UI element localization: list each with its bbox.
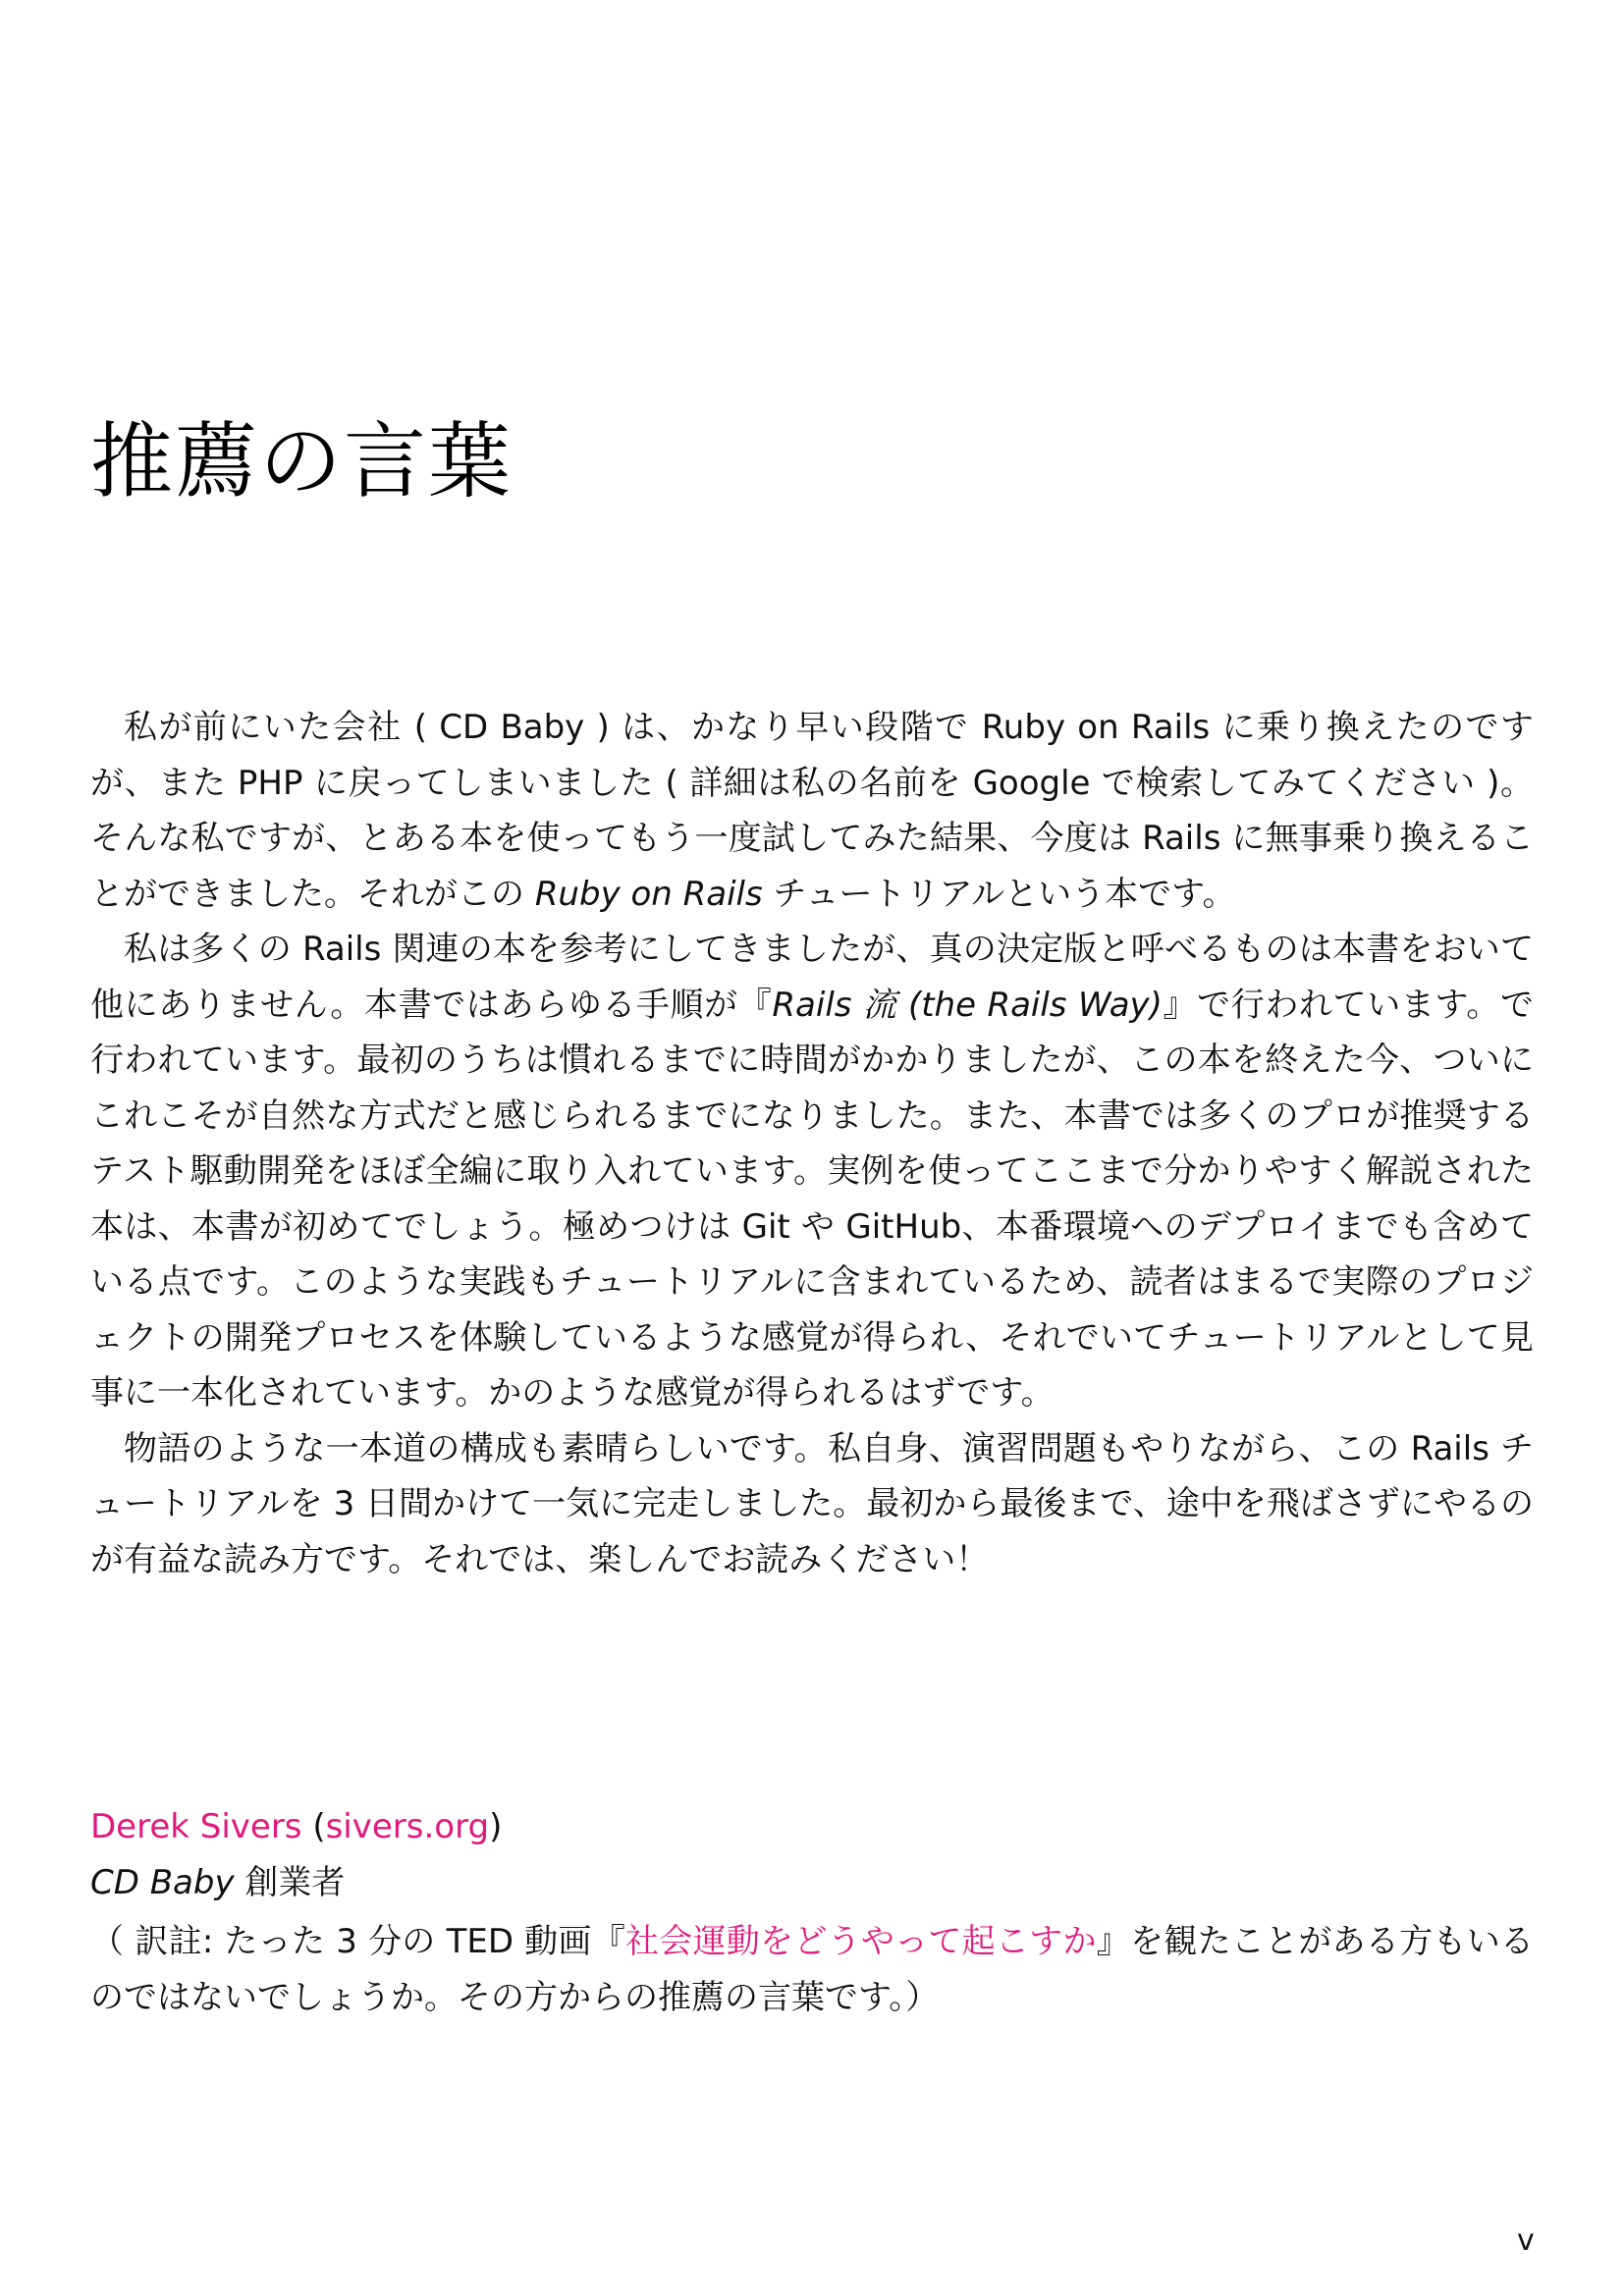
paragraph-2-rails-way: Rails 流 (the Rails Way) [772, 985, 1163, 1025]
open-paren: ( [301, 1807, 326, 1846]
author-title: 創業者 [234, 1862, 346, 1902]
translator-note [90, 1914, 1534, 2025]
ted-video-link[interactable]: 社会運動をどうやって起こすか [624, 1922, 1097, 1961]
paragraph-2 [90, 922, 1534, 1421]
author-company: CD Baby [90, 1862, 235, 1902]
page-title: 推薦の言葉 [90, 413, 514, 509]
foreword-body [90, 700, 1534, 1587]
close-paren: ) [489, 1807, 503, 1846]
paragraph-1-text-b: チュートリアルという本です。 [762, 874, 1236, 914]
signature-line [90, 1799, 1534, 1855]
page-number: v [1517, 2223, 1535, 2258]
signature-block [90, 1799, 1534, 1910]
author-role [90, 1855, 1534, 1911]
paragraph-2-text-b: 』で行われています。で行われています。最初のうちは慣れるまでに時間がかかりましたが、この本を終えた今、ついにこれこそが自然な方式だと感じられるまでになりました。また、本書では多くのプロが推奨するテスト駆動開発をほぼ全編に取り入れています。実例を使ってここまで分かりやすく解説された本は、本書が初めてでしょう。極めつけは Git や GitHub、本番環境へのデプロイまでも含めている点です。このような実践もチュートリアルに含まれているため、読者はまるで実際のプロジェクトの開発プロセスを体験しているような感覚が得られ、それでいてチュートリアルとして見事に一本化されています。かのような感覚が得られるはずです。 [90, 985, 1535, 1413]
paragraph-3: 物語のような一本道の構成も素晴らしいです。私自身、演習問題もやりながら、この Rails チュートリアルを 3 日間かけて一気に完走しました。最初から最後まで、途中を飛ばさずにやるのが有益な読み方です。それでは、楽しんでお読みください！ [90, 1428, 1534, 1579]
author-site-link[interactable]: sivers.org [325, 1807, 490, 1846]
paragraph-1-book-title: Ruby on Rails [534, 874, 763, 914]
paragraph-1 [90, 700, 1534, 922]
paragraph-1-text-a: 私が前にいた会社 ( CD Baby ) は、かなり早い段階で Ruby on Rails に乗り換えたのですが、また PHP に戻ってしまいました ( 詳細は私の名前を Google で検索してみてください )。そんな私ですが、とある本を使ってもう一度試してみた結果、今度は Rails に無事乗り換えることができました。それがこの [90, 708, 1534, 914]
translator-note-text-a: （ 訳註: たった 3 分の TED 動画『 [90, 1922, 625, 1961]
author-link[interactable]: Derek Sivers [90, 1807, 302, 1846]
paragraph-2-text-a: 私は多くの Rails 関連の本を参考にしてきましたが、真の決定版と呼べるものは本書をおいて他にありません。本書ではあらゆる手順が『 [90, 930, 1534, 1025]
translator-note-text-b: 』を観たことがある方もいるのではないでしょうか。その方からの推薦の言葉です。） [90, 1922, 1535, 2017]
